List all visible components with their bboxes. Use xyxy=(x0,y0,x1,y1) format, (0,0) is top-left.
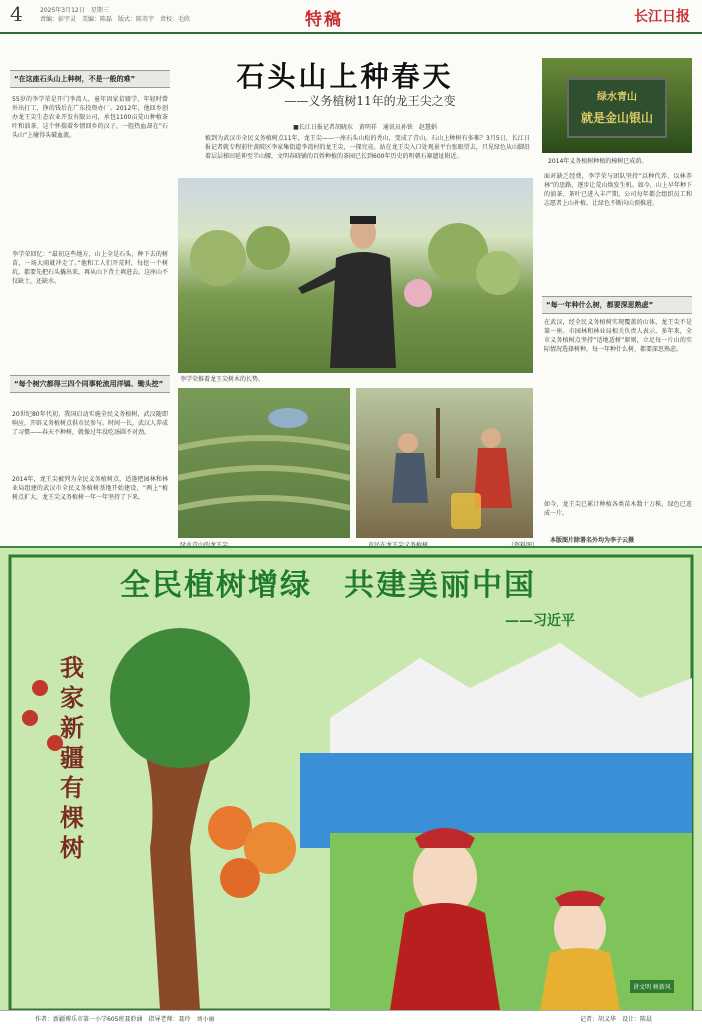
page-number: 4 xyxy=(10,2,23,26)
right-paragraph-3: 如今，龙王尖已累计种植各类苗木数十万株，绿色已连成一片。 xyxy=(544,501,692,517)
poster-author: ——习近平 xyxy=(505,613,575,629)
man-illustration xyxy=(178,178,533,373)
poster-vertical-text: 我家新疆有棵树 xyxy=(60,653,84,862)
civility-badge: 讲文明 树新风 xyxy=(630,980,674,993)
left-paragraph-3: 20世纪80年代初，我国启动实施全民义务植树，武汉随即响应，开辟义务植树点供市民参与。时间一长，武汉人养成了习惯——春天不种树，就像过年没吃汤圆不对劲。 xyxy=(12,411,168,436)
lead-paragraph: 植到为武汉市全民义务植树点11年，龙王尖——一座石头山松的秃山，变成了青山。石山上种树有多难？3月5日，长江日报记者就专程前往黄陂区李家集街道李湾村的龙王尖，一探究竟。站在龙王尖入口处观景平台张眼望去，只见绿色从山脚沿着层层梯田延伸至半山腰，文明春晓铺的百姓种植的茶园已长到600年历史的明朝石寨遗址附近。 xyxy=(205,135,530,160)
planting-illustration xyxy=(356,388,533,538)
subheading-2: “每个树穴都得三四个同事轮流用洋镐、锄头挖” xyxy=(10,375,170,393)
editor-credit: 记者：胡义华 设计：陈晨 xyxy=(580,1016,653,1023)
page-footer xyxy=(0,1010,702,1024)
left-paragraph-1: 55岁的李学荣是开门李湾人，童年因家贫辍学，年轻时曾外出打工，挣的钱后在广东投资办厂。2012年，他回乡创办龙王尖生态农业开发有限公司，承包1100亩荒山种植茶叶和油茶。这个怀揣着乡情回乡的汉子，一腔热血却在“石头山”上碰得头破血流。 xyxy=(12,96,168,139)
terrace-illustration xyxy=(178,388,350,538)
editors-line: 责编：彭宇灵 美编：陈磊 版式：陈英宇 责校：毛欣 xyxy=(40,16,191,23)
stone-sign xyxy=(567,78,667,138)
date-line: 2025年3月12日 星期三 xyxy=(40,7,109,14)
sign-line-2: 就是金山银山 xyxy=(580,111,653,125)
headline: 石头山上种春天 xyxy=(236,60,454,93)
page-meta xyxy=(40,6,200,24)
section-title: 特稿 xyxy=(305,10,343,30)
poster-slogan: 全民植树增绿 共建美丽中国 xyxy=(120,568,536,603)
sign-photo xyxy=(542,58,692,153)
sign-photo-caption: 2014年义务植树种植的樟树已成荫。 xyxy=(548,158,648,165)
right-paragraph-2: 在武汉，经全民义务植树实现覆盖的山体，龙王尖不是第一座。市园林和林业局相关负责人表示，多年来，全市义务植树点坚持“适地适树”原则，立足每一片山的实际情况选择树种，每一年种什么树，都要深思熟虑。 xyxy=(544,319,692,353)
photo-sign-off: 本版图片除署名外均为李子云摄 xyxy=(550,537,635,544)
newspaper-logo: 长江日报 xyxy=(634,9,690,25)
main-photo xyxy=(178,178,533,373)
left-paragraph-4: 2014年，龙王尖被列为全民义务植树点，适逢把园林和林业局组建的武汉市全民义务植树基地开始建设，“两上”植树点扩大，龙王尖义务植树一年一年坚持了下来。 xyxy=(12,476,168,501)
right-paragraph-1: 面对缺乏经费，李学荣与团队坚持“以种代养、以林养林”的思路，逐步让荒山焕发生机。如今，山上早年种下的油茶、茶叶已进入丰产期，公司每年都会组织员工和志愿者上山补植，让绿色不断向山顶推进。 xyxy=(544,173,692,207)
sign-line-1: 绿水青山 xyxy=(597,92,637,103)
subheading-1: “在这座石头山上种树，不是一般的难” xyxy=(10,70,170,88)
left-paragraph-2: 李学荣回忆：“最初这些地方，山上全是石头，种下去的树苗，一场大雨就冲走了。”他和工人们开荒时，每挖一个树坑，都要先把石头撬出来，再从山下背土填进去。这座山不仅缺土，还缺水。 xyxy=(12,251,168,285)
headline-subtitle: ——义务植树11年的龙王尖之变 xyxy=(284,94,456,108)
page-header xyxy=(0,0,702,34)
aerial-photo xyxy=(178,388,350,538)
main-photo-caption: 李学荣推着龙王尖树木的长势。 xyxy=(180,376,265,383)
poster xyxy=(0,546,702,1014)
poster-painting xyxy=(0,548,702,1014)
poster-credit: 作者：新疆博乐市第一小学605班聂聆涵 指导老师：聂玲 刘小丽 xyxy=(35,1016,215,1023)
planting-photo xyxy=(356,388,533,538)
byline: ■长江日报记者胡晓东 黄明祥 通讯员孙铁 赵慧娟 xyxy=(293,124,437,131)
subheading-3: “每一年种什么树，都要深思熟虑” xyxy=(542,296,692,314)
